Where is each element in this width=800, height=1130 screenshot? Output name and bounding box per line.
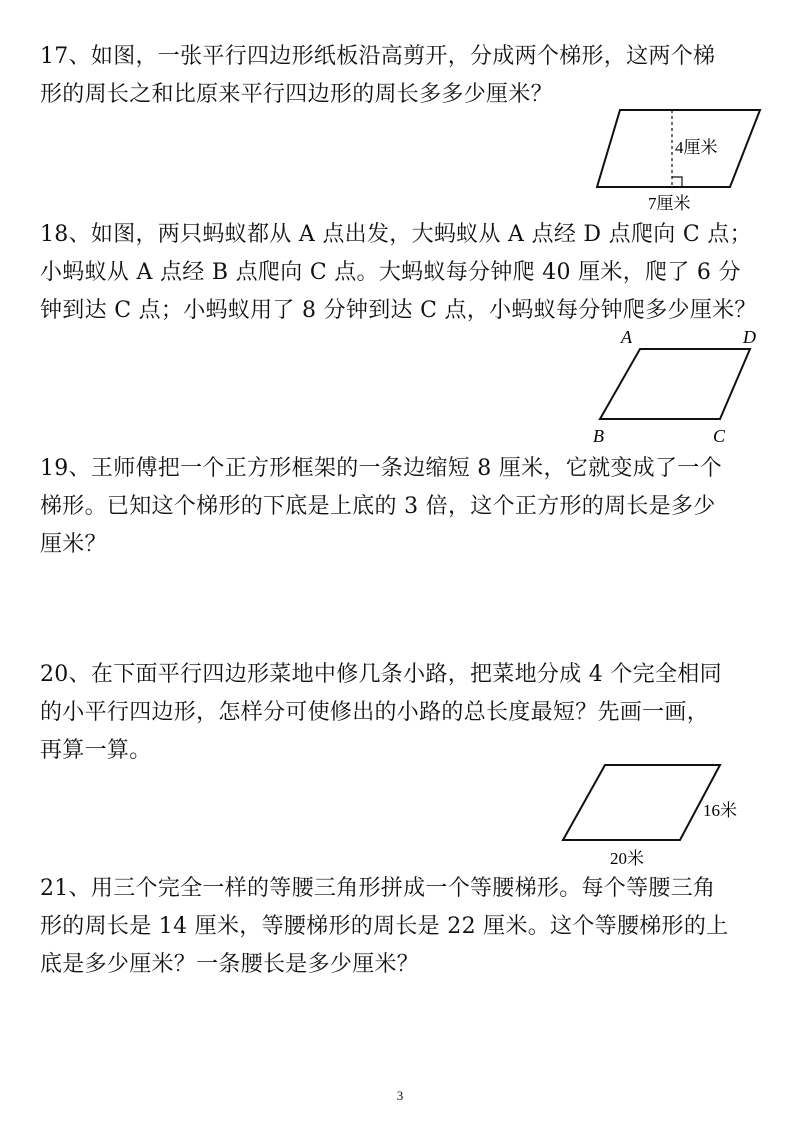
question-17: [40, 38, 770, 114]
question-line: 17、如图，一张平行四边形纸板沿高剪开，分成两个梯形，这两个梯: [40, 44, 716, 69]
parallelogram-abcd: [600, 349, 750, 419]
question-line: 21、用三个完全一样的等腰三角形拼成一个等腰梯形。每个等腰三角: [40, 876, 716, 901]
question-18: [40, 216, 770, 330]
parallelogram-figure-17: [590, 105, 770, 215]
question-21: [40, 870, 770, 984]
question-line: 再算一算。: [40, 738, 152, 763]
question-line: 底是多少厘米？一条腰长是多少厘米？: [40, 952, 420, 977]
question-line: 19、王师傅把一个正方形框架的一条边缩短 8 厘米，它就变成了一个: [40, 456, 722, 481]
point-b-label: B: [593, 426, 604, 446]
question-line: 18、如图，两只蚂蚁都从 A 点出发，大蚂蚁从 A 点经 D 点爬向 C 点；: [40, 222, 752, 247]
question-line: 形的周长之和比原来平行四边形的周长多多少厘米？: [40, 82, 553, 107]
question-line: 20、在下面平行四边形菜地中修几条小路，把菜地分成 4 个完全相同: [40, 662, 722, 687]
parallelogram-figure-18: [585, 325, 770, 450]
height-label: 4厘米: [675, 138, 718, 157]
question-line: 钟到达 C 点；小蚂蚁用了 8 分钟到达 C 点，小蚂蚁每分钟爬多少厘米？: [40, 298, 757, 323]
question-line: 小蚂蚁从 A 点经 B 点爬向 C 点。大蚂蚁每分钟爬 40 厘米，爬了 6 分: [40, 260, 741, 285]
question-line: 梯形。已知这个梯形的下底是上底的 3 倍，这个正方形的周长是多少: [40, 494, 716, 519]
question-line: 厘米？: [40, 532, 107, 557]
base-label: 20米: [610, 849, 644, 868]
point-d-label: D: [743, 327, 756, 347]
page-number: 3: [396, 1088, 404, 1103]
point-a-label: A: [621, 327, 632, 347]
question-line: 的小平行四边形，怎样分可使修出的小路的总长度最短？先画一画，: [40, 700, 710, 725]
question-20: [40, 656, 770, 770]
base-label: 7厘米: [648, 194, 691, 213]
parallelogram-figure-20: [555, 760, 770, 875]
point-c-label: C: [713, 426, 726, 446]
question-19: [40, 450, 770, 564]
side-label: 16米: [703, 801, 737, 820]
vegetable-plot-shape: [563, 765, 720, 840]
right-angle-mark: [672, 177, 682, 187]
question-line: 形的周长是 14 厘米，等腰梯形的周长是 22 厘米。这个等腰梯形的上: [40, 914, 729, 939]
